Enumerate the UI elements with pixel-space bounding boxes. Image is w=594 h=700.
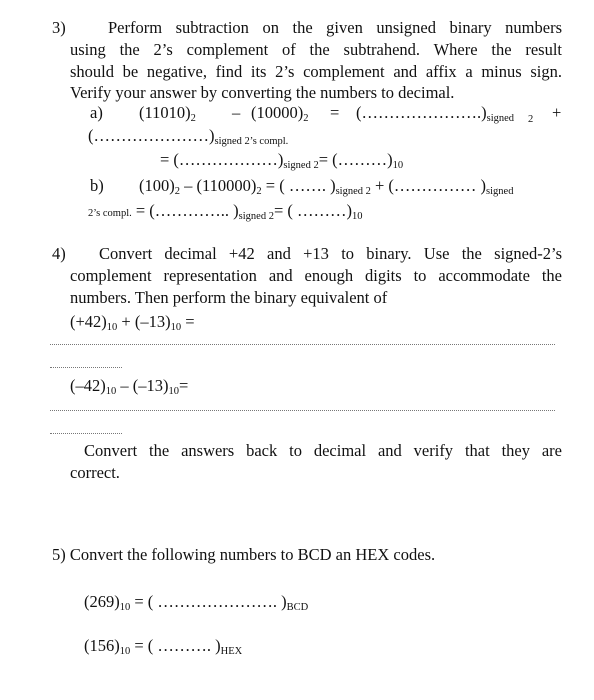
q3a-label: a) — [90, 103, 103, 122]
answer-line-4[interactable] — [50, 433, 122, 434]
q3a-minus: – — [232, 103, 241, 122]
q3a-base-2: 2 — [528, 114, 534, 125]
q5-hex-line: $(156)_{10}$ = ( ………. )$_{HEX}$ — [84, 636, 243, 657]
q3-intro-line-1: Perform subtraction on the given unsigned binary numbers — [108, 18, 562, 37]
q3a-blank-2: $(\dots\dots\dots\dots\dots\dots\dots)_{signed 2’s compl.}$ — [88, 126, 289, 147]
q5-instruction: 5) Convert the following numbers to BCD an HEX codes. — [52, 545, 436, 564]
q3a-plus: + — [552, 103, 562, 122]
q3a-operand-2: $(10000)_2$ — [251, 103, 309, 124]
q4-intro-line-1: Convert decimal +42 and +13 to binary. Use the signed-2’s — [99, 244, 562, 263]
q3b-expression: $(100)_2 - (110000)_2$ = ( ……. )$_{signed 2}$ + (…………… )$_{signed}$ — [139, 176, 514, 197]
q3-number: 3) — [52, 18, 66, 37]
q4-verify-line-2: correct. — [70, 463, 120, 482]
q3-intro-line-2: using the 2’s complement of the subtrahend. Where the result — [70, 40, 562, 59]
q3b-label: b) — [90, 176, 104, 195]
q4-verify-line-1: Convert the answers back to decimal and verify that they are — [84, 441, 562, 460]
q3b-result: 2’s compl. = (………….. )$_{signed 2}=$ ( $\dots\dots\dots)_{10}$ — [88, 201, 363, 222]
q4-number: 4) — [52, 244, 66, 263]
q3a-result: = $(\dots\dots\dots\dots\dots\dots)_{signed 2}=$ $(\dots\dots\dots)_{10}$ — [160, 150, 404, 171]
answer-line-2[interactable] — [50, 367, 122, 368]
answer-line-3[interactable] — [50, 410, 555, 411]
q4-expression-2: $(-42)_{10} - (-13)_{10}=$ — [70, 376, 189, 397]
answer-line-1[interactable] — [50, 344, 555, 345]
q3-intro-line-4: Verify your answer by converting the numbers to decimal. — [70, 83, 455, 102]
q4-intro-line-3: numbers. Then perform the binary equivalent of — [70, 288, 388, 307]
q5-bcd-line: $(269)_{10}$ = ( …………………. )$_{BCD}$ — [84, 592, 309, 613]
q3a-equals: = — [330, 103, 340, 122]
q3a-operand-1: $(11010)_2$ — [139, 103, 196, 124]
q3-intro-line-3: should be negative, find its 2’s complement and affix a minus sign. — [70, 62, 562, 81]
q3a-blank-1: $(\dots\dots\dots\dots\dots\dots\dots.)_{signed}$ — [356, 103, 515, 124]
q4-intro-line-2: complement representation and enough digits to accommodate the — [70, 266, 562, 285]
q4-expression-1: $(+42)_{10} + (-13)_{10}$ = — [70, 312, 195, 333]
